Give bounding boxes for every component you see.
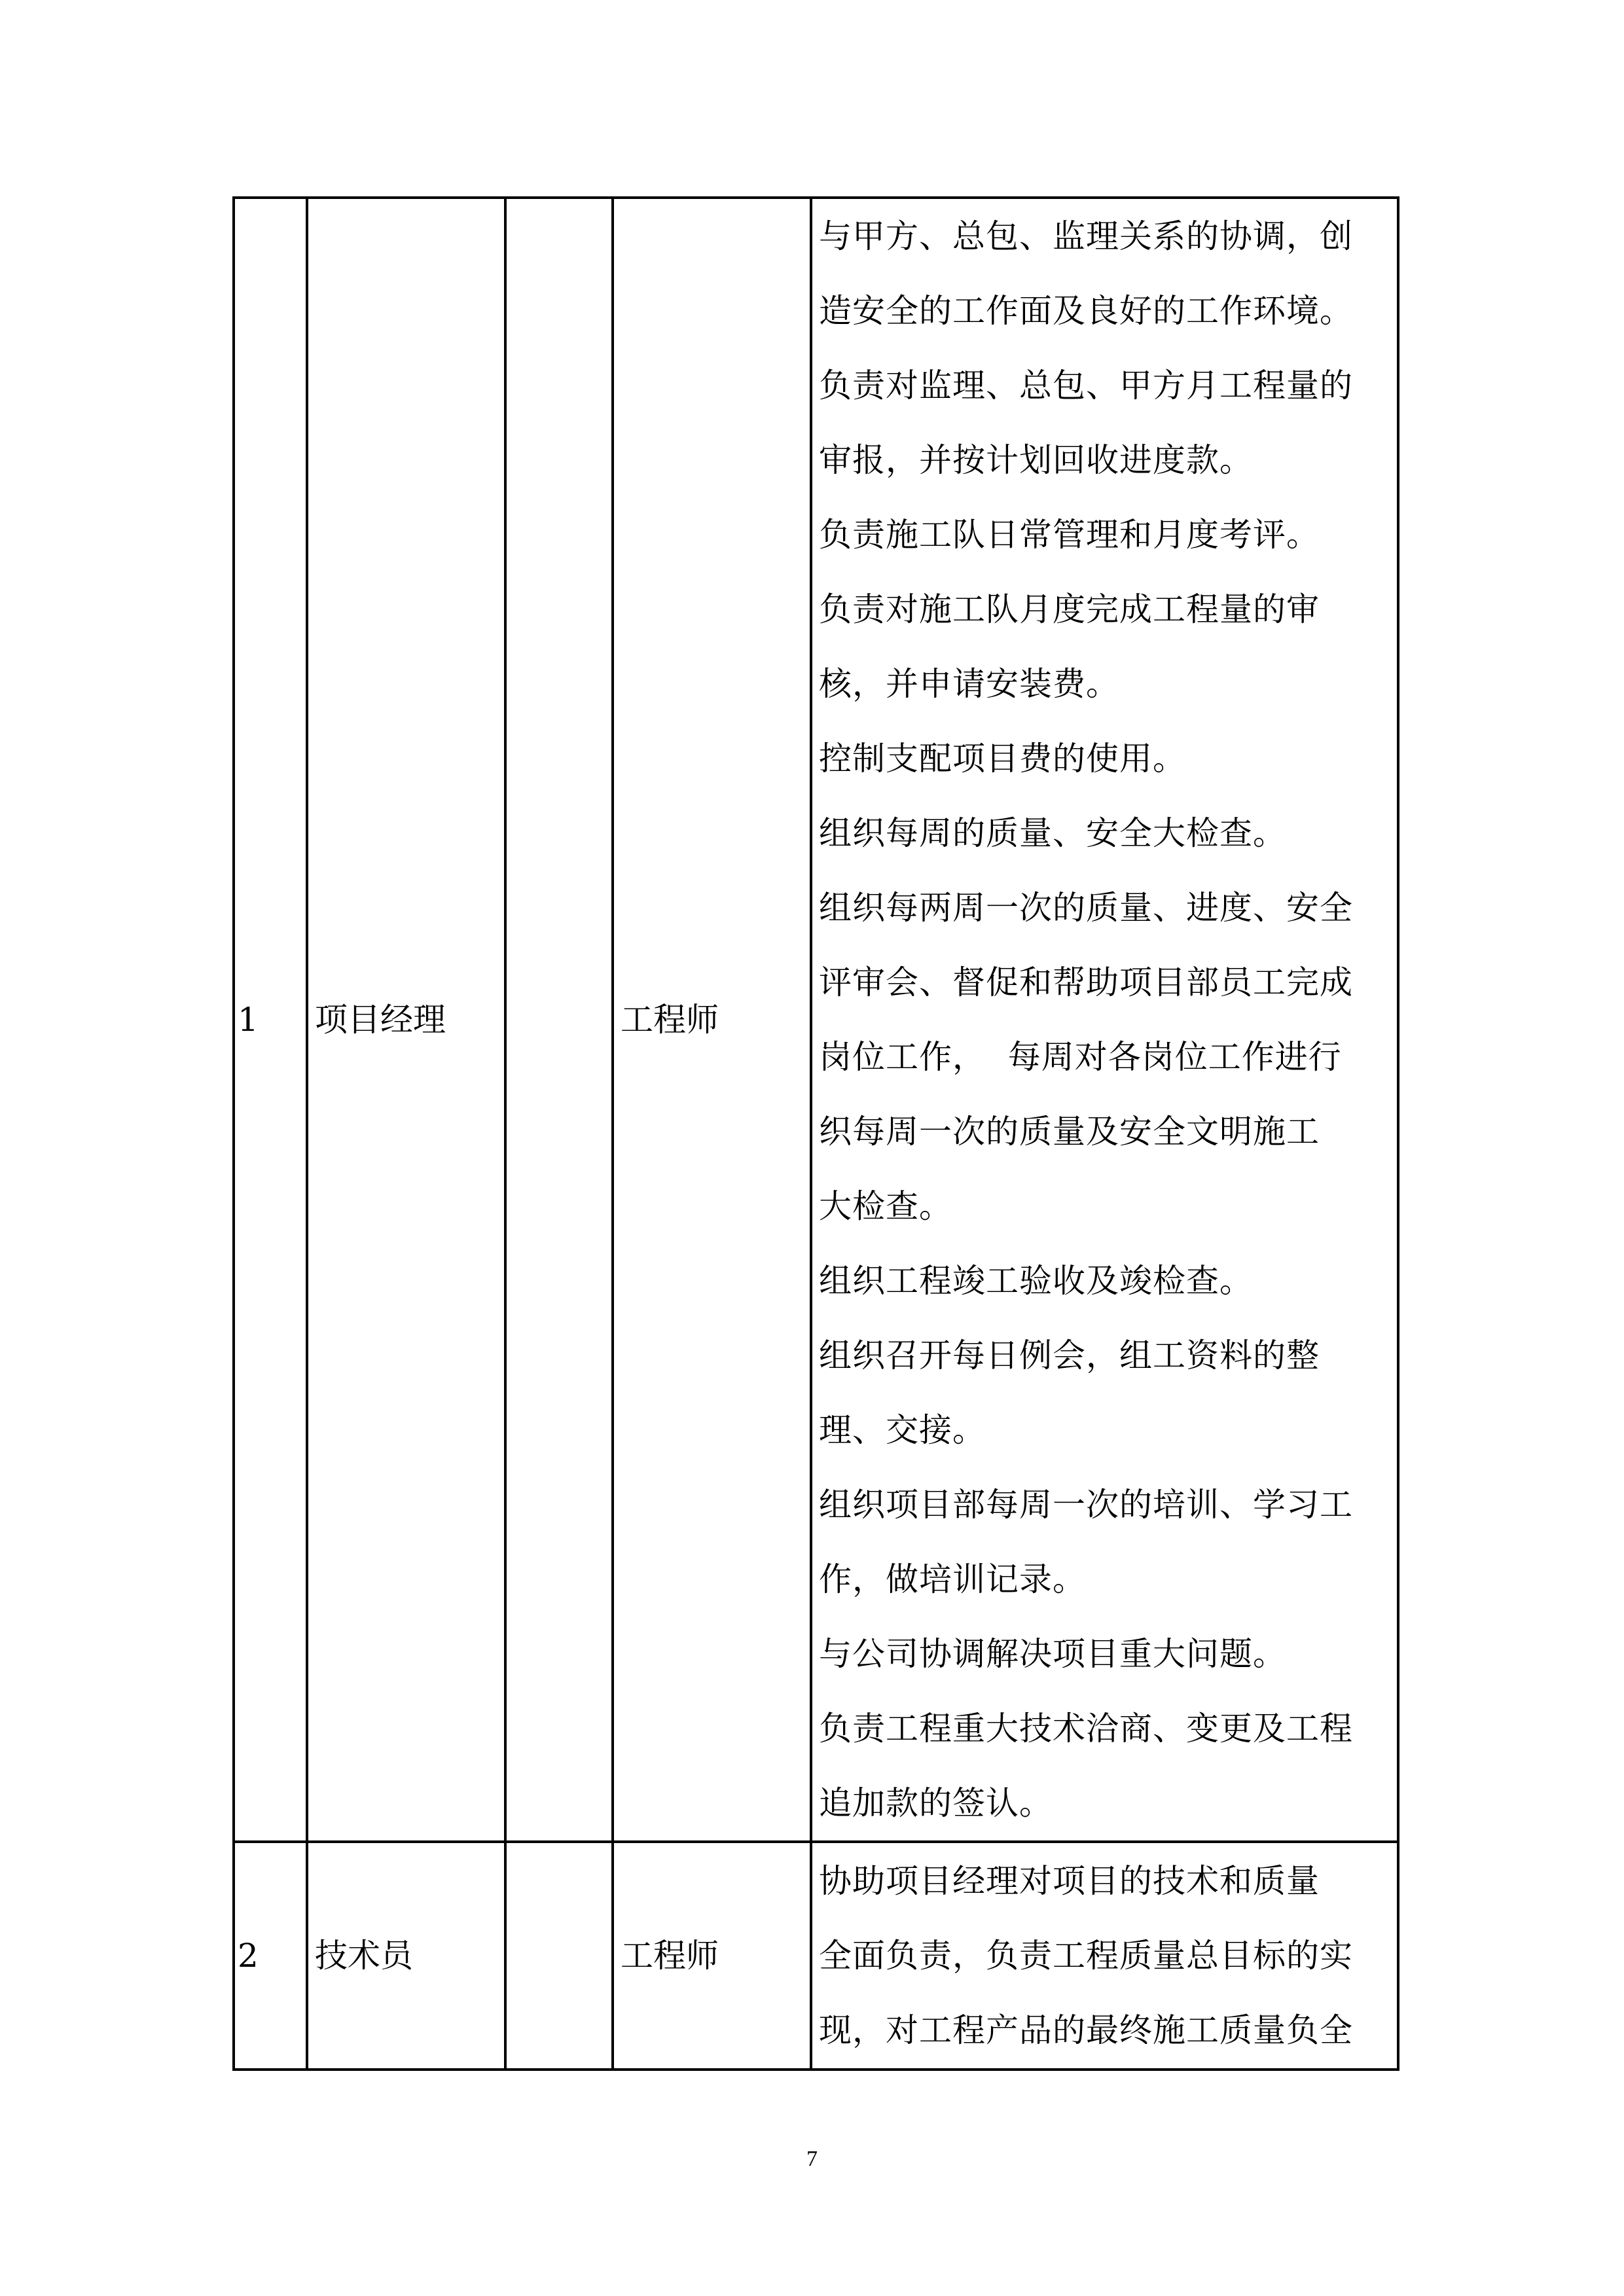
duties-cell (811, 198, 1398, 1842)
duty-line: 造安全的工作面及良好的工作环境。 (819, 292, 1353, 330)
duty-line: 全面负责，负责工程质量总目标的实 (819, 1937, 1353, 1975)
blank-cell (505, 1842, 613, 2070)
duty-line: 作，做培训记录。 (819, 1560, 1086, 1598)
duty-line: 组织工程竣工验收及竣检查。 (819, 1262, 1253, 1300)
responsibility-table (232, 196, 1399, 2071)
duty-line: 现，对工程产品的最终施工质量负全 (819, 2011, 1353, 2049)
row-number-cell: 2 (234, 1842, 307, 2070)
duty-line: 控制支配项目费的使用。 (819, 740, 1186, 778)
duty-line: 理、交接。 (819, 1411, 986, 1449)
duty-line: 协助项目经理对项目的技术和质量 (819, 1862, 1320, 1900)
duty-line: 负责施工队日常管理和月度考评。 (819, 516, 1320, 554)
duty-line: 追加款的签认。 (819, 1784, 1053, 1822)
duty-line: 审报，并按计划回收进度款。 (819, 441, 1253, 479)
duty-line: 组织每两周一次的质量、进度、安全 (819, 889, 1353, 927)
duty-line: 岗位工作， 每周对各岗位工作进行 (819, 1038, 1342, 1076)
duty-line: 组织召开每日例会，组工资料的整 (819, 1336, 1320, 1374)
duty-line: 组织每周的质量、安全大检查。 (819, 814, 1286, 852)
duty-line: 与甲方、总包、监理关系的协调，创 (819, 217, 1353, 255)
duty-line: 负责对施工队月度完成工程量的审 (819, 590, 1320, 628)
position-cell: 项目经理 (307, 198, 505, 1842)
duty-line: 核，并申请安装费。 (819, 665, 1119, 703)
blank-cell (505, 198, 613, 1842)
duties-cell (811, 1842, 1398, 2070)
duty-line: 负责工程重大技术洽商、变更及工程 (819, 1710, 1353, 1748)
duty-line: 与公司协调解决项目重大问题。 (819, 1635, 1286, 1673)
position-cell: 技术员 (307, 1842, 505, 2070)
table-row (234, 1842, 1398, 2070)
table-row (234, 198, 1398, 1842)
duty-line: 评审会、督促和帮助项目部员工完成 (819, 963, 1353, 1001)
page-number: 7 (806, 2147, 818, 2171)
title-cell: 工程师 (613, 198, 811, 1842)
duty-line: 织每周一次的质量及安全文明施工 (819, 1113, 1320, 1151)
duty-line: 大检查。 (819, 1187, 952, 1225)
row-number-cell: 1 (234, 198, 307, 1842)
title-cell: 工程师 (613, 1842, 811, 2070)
duty-line: 负责对监理、总包、甲方月工程量的 (819, 367, 1353, 404)
duty-line: 组织项目部每周一次的培训、学习工 (819, 1486, 1353, 1524)
